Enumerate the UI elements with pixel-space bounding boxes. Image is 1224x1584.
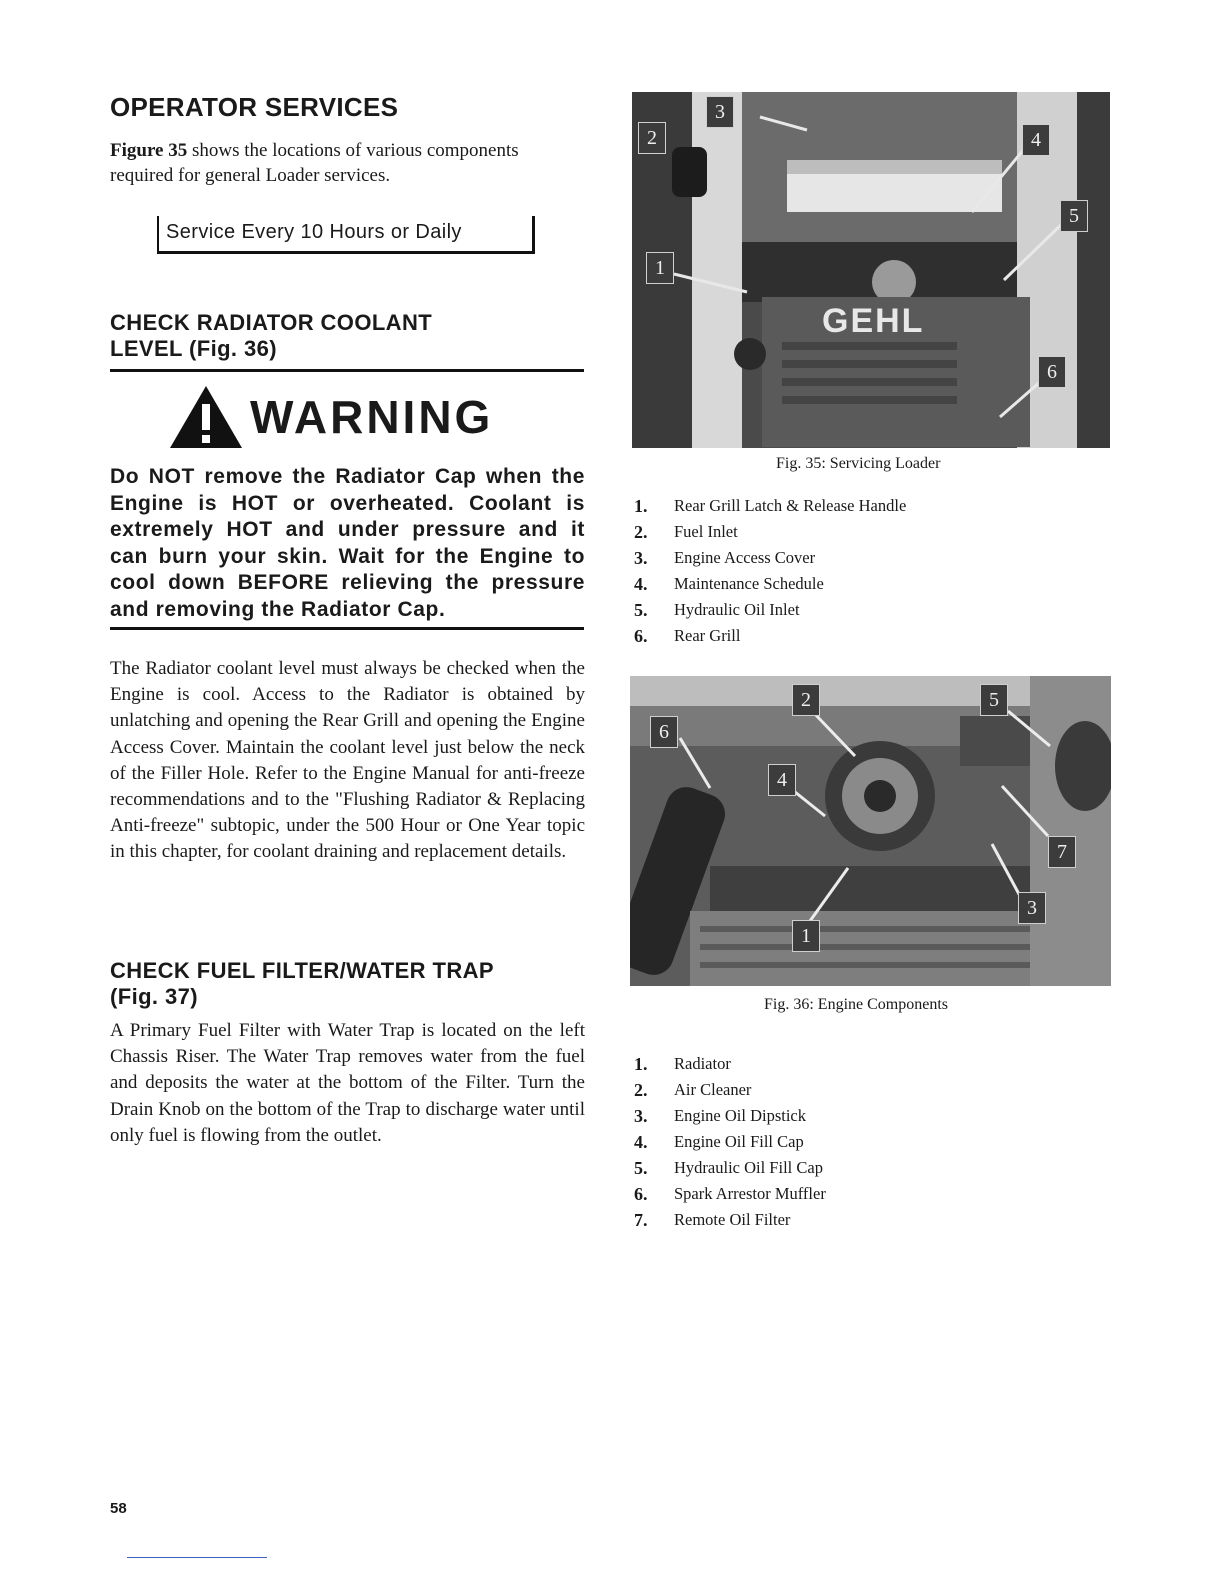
- fuel-heading-line2: (Fig. 37): [110, 984, 198, 1009]
- list-item: 2. Fuel Inlet: [634, 522, 738, 542]
- list-item: 1. Rear Grill Latch & Release Handle: [634, 496, 907, 516]
- fig35-caption: Fig. 35: Servicing Loader: [776, 455, 941, 472]
- figure-reference: Figure 35: [110, 140, 188, 161]
- radiator-heading: [110, 310, 580, 362]
- fig35-photo: [632, 92, 1110, 448]
- fig35-callout-3: 3: [706, 96, 734, 128]
- fuel-filter-paragraph: A Primary Fuel Filter with Water Trap is located on the left Chassis Riser. The Water Trap removes water from the fuel and deposits the water at the bottom of the Filter. Turn the Drain Knob on the bottom of the Trap to discharge water until only fuel is flowing from the outlet.: [110, 1020, 585, 1146]
- fig35-legend: [634, 493, 1074, 649]
- page-number: 58: [110, 1500, 127, 1517]
- list-item: 6. Spark Arrestor Muffler: [634, 1184, 826, 1204]
- fig36-callout-5: 5: [980, 684, 1008, 716]
- list-item: 5. Hydraulic Oil Inlet: [634, 600, 800, 620]
- fig36-callout-2: 2: [792, 684, 820, 716]
- fig36-legend: [634, 1051, 1074, 1233]
- fig35-callout-2: 2: [638, 122, 666, 154]
- warning-triangle-icon: [170, 384, 246, 450]
- fig36-photo: [630, 676, 1111, 986]
- list-item: 3. Engine Access Cover: [634, 548, 816, 568]
- list-item: 7. Remote Oil Filter: [634, 1210, 791, 1230]
- footer-line: [127, 1557, 267, 1558]
- fig36-callout-4: 4: [768, 764, 796, 796]
- list-item: 4. Engine Oil Fill Cap: [634, 1132, 804, 1152]
- fuel-heading-line1: CHECK FUEL FILTER/WATER TRAP: [110, 958, 494, 983]
- fig35-callout-5: 5: [1060, 200, 1088, 232]
- fuel-filter-heading: [110, 958, 580, 1010]
- section-title: OPERATOR SERVICES: [110, 92, 399, 122]
- fig35-callout-6: 6: [1038, 356, 1066, 388]
- engine-illustration: [630, 676, 1111, 986]
- list-item: 5. Hydraulic Oil Fill Cap: [634, 1158, 823, 1178]
- warning-bottom-rule: [110, 627, 584, 630]
- fig36-callout-3: 3: [1018, 892, 1046, 924]
- service-interval-box: Service Every 10 Hours or Daily: [157, 216, 535, 254]
- warning-top-rule: [110, 369, 584, 372]
- list-item: 4. Maintenance Schedule: [634, 574, 824, 594]
- warning-word: WARNING: [250, 391, 494, 443]
- radiator-heading-line2: LEVEL (Fig. 36): [110, 336, 277, 361]
- gehl-logo: GEHL: [822, 302, 925, 340]
- radiator-heading-line1: CHECK RADIATOR COOLANT: [110, 310, 433, 335]
- list-item: 3. Engine Oil Dipstick: [634, 1106, 806, 1126]
- intro-paragraph: [110, 138, 580, 188]
- intro-text: shows the locations of various components required for general Loader services.: [110, 140, 519, 186]
- list-item: 6. Rear Grill: [634, 626, 741, 646]
- warning-text: Do NOT remove the Radiator Cap when the Engine is HOT or overheated. Coolant is extremely HOT and under pressure and it can burn your skin. Wait for the Engine to cool down BEFORE relieving the pressure and removing the Radiator Cap.: [110, 465, 585, 621]
- fig36-callout-6: 6: [650, 716, 678, 748]
- list-item: 1. Radiator: [634, 1054, 731, 1074]
- fig35-callout-1: 1: [646, 252, 674, 284]
- fig36-callout-7: 7: [1048, 836, 1076, 868]
- list-item: 2. Air Cleaner: [634, 1080, 752, 1100]
- fig35-callout-4: 4: [1022, 124, 1050, 156]
- radiator-paragraph: The Radiator coolant level must always be checked when the Engine is cool. Access to the Radiator is obtained by unlatching and opening the Rear Grill and opening the Engine Access Cover. Maintain the coolant level just below the neck of the Filler Hole. Refer to the Engine Manual for anti-freeze recommendations and to the "Flushing Radiator & Replacing Anti-freeze" subtopic, under the 500 Hour or One Year topic in this chapter, for coolant draining and replacement details.: [110, 658, 585, 863]
- fig36-callout-1: 1: [792, 920, 820, 952]
- fig36-caption: Fig. 36: Engine Components: [764, 996, 948, 1013]
